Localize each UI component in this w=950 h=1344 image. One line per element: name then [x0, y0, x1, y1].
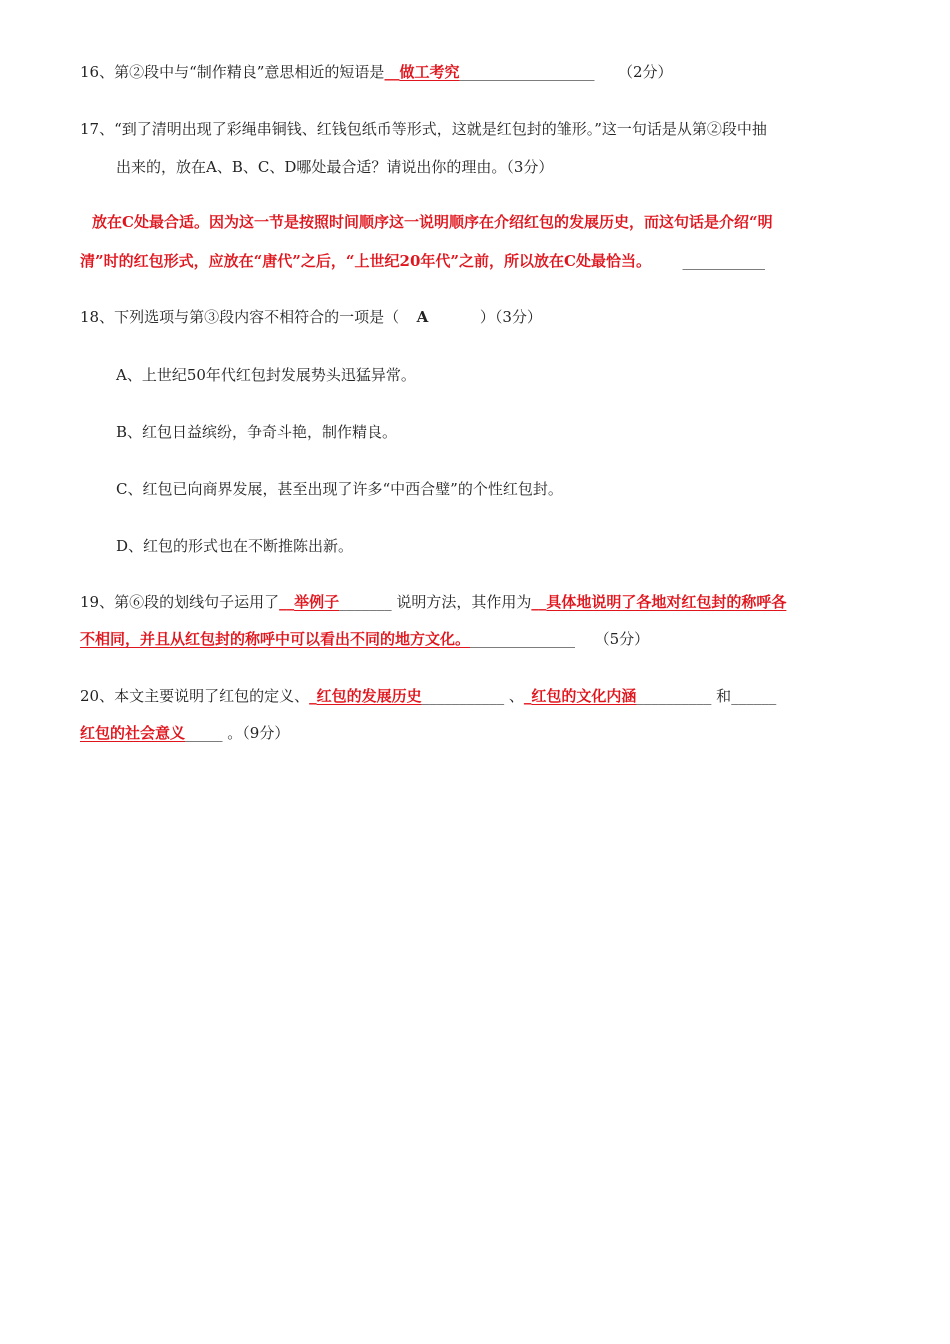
- q18-option-d: D、红包的形式也在不断推陈出新。: [116, 537, 354, 555]
- q17-answer-line-2: 清”时的红包形式，应放在“唐代”之后，“上世纪20年代”之前，所以放在C处最恰当。: [80, 252, 651, 270]
- q20-prompt: 20、本文主要说明了红包的定义、: [80, 687, 310, 705]
- q16-lead-blank: __: [384, 63, 400, 81]
- q20-separator-1: 、: [504, 687, 524, 705]
- q20-lead-blank-2: _: [523, 687, 532, 705]
- q16-prompt: 16、第②段中与“制作精良”意思相近的短语是: [80, 63, 385, 81]
- q18-option-c: C、红包已向商界发展，甚至出现了许多“中西合璧”的个性红包封。: [116, 480, 563, 498]
- q19-middle-text: 说明方法，其作用为: [391, 593, 532, 611]
- q20-trailing-blank-1: ___________: [421, 687, 505, 705]
- question-19-line-2: [80, 629, 649, 649]
- q17-trailing-blank: ___________: [682, 252, 766, 270]
- question-17-line-1: 17、“到了清明出现了彩绳串铜钱、红钱包纸币等形式，这就是红包封的雏形。”这一句话是从第②段中抽: [80, 120, 767, 138]
- question-18: [80, 307, 542, 327]
- q18-option-b: B、红包日益缤纷，争奇斗艳，制作精良。: [116, 423, 398, 441]
- q20-lead-blank-1: _: [309, 687, 317, 705]
- question-17-line-2: 出来的，放在A、B、C、D哪处最合适？请说出你的理由。（3分）: [116, 158, 554, 176]
- q18-prompt: 18、下列选项与第③段内容不相符合的一项是（: [80, 308, 400, 326]
- q20-answer-1: 红包的发展历史: [316, 687, 422, 705]
- q18-answer: A: [416, 308, 429, 326]
- question-16: [80, 62, 673, 82]
- q16-answer: 做工考究: [399, 63, 460, 81]
- q20-trailing-blank-3: ______: [731, 687, 777, 705]
- q18-suffix: ）（3分）: [479, 308, 542, 326]
- q16-score: （2分）: [618, 63, 673, 81]
- question-20-line-2: [80, 723, 289, 743]
- q19-lead-blank-2: __: [531, 593, 547, 611]
- q20-end: 。（9分）: [222, 724, 290, 742]
- q20-trailing-blank-2: __________: [636, 687, 712, 705]
- q19-answer-effect-line-2: 不相同，并且从红包封的称呼中可以看出不同的地方文化。: [80, 630, 471, 648]
- q20-trailing-blank-4: _____: [185, 724, 223, 742]
- q19-answer-effect-line-1: 具体地说明了各地对红包封的称呼各: [546, 593, 787, 611]
- q20-answer-2: 红包的文化内涵: [531, 687, 637, 705]
- q19-score: （5分）: [594, 630, 650, 648]
- question-19-line-1: [80, 592, 786, 612]
- q20-separator-2: 和: [711, 687, 732, 705]
- q19-trailing-blank-1: _______: [339, 593, 392, 611]
- q18-option-a: A、上世纪50年代红包封发展势头迅猛异常。: [116, 366, 416, 384]
- q19-prompt: 19、第⑥段的划线句子运用了: [80, 593, 280, 611]
- question-20-line-1: [80, 686, 776, 706]
- q20-answer-3: 红包的社会意义: [80, 724, 186, 742]
- q19-lead-blank-1: __: [279, 593, 295, 611]
- q19-answer-method: 举例子: [294, 593, 340, 611]
- q17-answer-line-1: 放在C处最合适。因为这一节是按照时间顺序这一说明顺序在介绍红包的发展历史，而这句话是介绍“明: [92, 213, 773, 231]
- q19-trailing-blank-2: ______________: [470, 630, 576, 648]
- q17-answer-line-2-row: [80, 251, 765, 271]
- q16-trailing-blank: __________________: [459, 63, 595, 81]
